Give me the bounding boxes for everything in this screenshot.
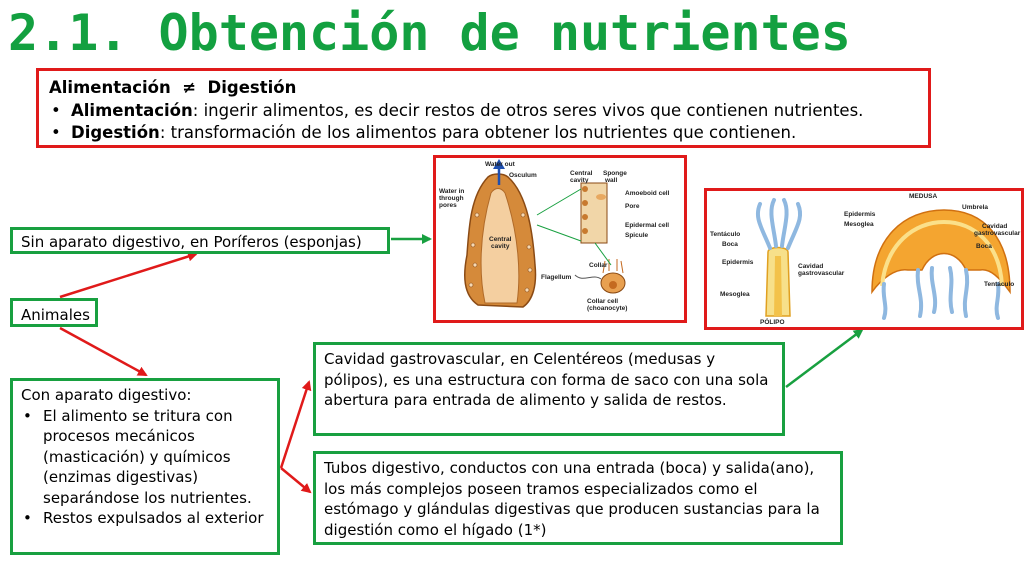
label-pores: pores bbox=[439, 202, 457, 209]
label-central-cavity-top-2: cavity bbox=[570, 177, 589, 184]
label-boca-polyp: Boca bbox=[722, 241, 738, 248]
arrow-con-to-cavidad bbox=[281, 382, 309, 468]
label-cavidad-polyp-2: gastrovascular bbox=[798, 270, 845, 277]
definitions-box bbox=[36, 68, 931, 148]
label-cavidad-polyp-1: Cavidad bbox=[798, 263, 824, 270]
label-osculum: Osculum bbox=[509, 172, 537, 179]
cnidarian-illustration bbox=[704, 188, 1024, 330]
label-water-out: Water out bbox=[485, 161, 515, 168]
con-aparato-heading: Con aparato digestivo: bbox=[21, 386, 192, 404]
label-sponge-wall-1: Sponge bbox=[603, 170, 627, 177]
label-cavidad-medusa-2: gastrovascular bbox=[974, 230, 1021, 237]
sponge-svg bbox=[433, 155, 687, 323]
label-central-cavity-1: Central bbox=[489, 236, 512, 243]
label-flagellum: Flagellum bbox=[541, 274, 572, 281]
label-tentaculo-polyp: Tentáculo bbox=[710, 231, 741, 238]
label-collar-cell: Collar cell bbox=[587, 298, 619, 305]
label-epidermis-polyp: Epidermis bbox=[722, 259, 754, 266]
label-central-cavity-2: cavity bbox=[491, 243, 510, 250]
definition-text: : transformación de los alimentos para obtener los nutrientes que contienen. bbox=[159, 123, 797, 142]
label-pore: Pore bbox=[625, 203, 640, 210]
con-aparato-box bbox=[10, 378, 280, 555]
label-tentaculo-medusa: Tentáculo bbox=[984, 281, 1015, 288]
list-item: • Restos expulsados al exterior bbox=[21, 508, 269, 529]
definition-item bbox=[49, 122, 918, 145]
definition-item bbox=[49, 100, 918, 123]
label-water-in: Water in bbox=[439, 188, 465, 195]
animales-box: Animales bbox=[10, 298, 98, 327]
definitions-heading: Alimentación ≠ Digestión bbox=[49, 78, 297, 97]
definition-term: Alimentación bbox=[71, 100, 193, 120]
arrow-cavidad-to-medusa bbox=[786, 330, 862, 387]
label-through: through bbox=[439, 195, 464, 202]
tubo-digestivo-box: Tubos digestivo, conductos con una entrada (boca) y salida(ano), los más complejos poseen tramos especializados como el estómago y glándulas digestivas que producen sustancias para la digestión como el hígado (1*) bbox=[313, 451, 843, 545]
label-sponge-wall-2: wall bbox=[605, 177, 618, 184]
label-polipo: PÓLIPO bbox=[760, 319, 785, 326]
label-amoeboid-cell: Amoeboid cell bbox=[625, 190, 670, 197]
label-boca-medusa: Boca bbox=[976, 243, 992, 250]
sin-aparato-box: Sin aparato digestivo, en Poríferos (esponjas) bbox=[10, 227, 390, 254]
label-choanocyte: (choanocyte) bbox=[587, 305, 628, 312]
arrow-animales-to-con bbox=[60, 328, 146, 375]
label-mesoglea-medusa: Mesoglea bbox=[844, 221, 874, 228]
list-item: • El alimento se tritura con procesos mecánicos (masticación) y químicos (enzimas digestivas) separándose los nutrientes. bbox=[21, 406, 269, 509]
definitions-list bbox=[49, 100, 918, 145]
sponge-illustration bbox=[433, 155, 687, 323]
label-umbrela: Umbrela bbox=[962, 204, 989, 211]
label-medusa: MEDUSA bbox=[909, 193, 938, 200]
label-spicule: Spicule bbox=[625, 232, 649, 239]
arrow-con-to-tubos bbox=[281, 468, 310, 492]
label-epidermis-medusa: Epidermis bbox=[844, 211, 876, 218]
cavidad-gastrovascular-box: Cavidad gastrovascular, en Celentéreos (medusas y pólipos), es una estructura con forma de saco con una sola abertura para entrada de alimento y salida de restos. bbox=[313, 342, 785, 436]
definition-text: : ingerir alimentos, es decir restos de otros seres vivos que contienen nutrientes. bbox=[192, 100, 864, 120]
sponge-wall-section bbox=[581, 183, 607, 243]
arrow-animales-to-sin bbox=[60, 254, 196, 297]
label-epidermal-cell: Epidermal cell bbox=[625, 222, 670, 229]
page-title: 2.1. Obtención de nutrientes bbox=[8, 4, 851, 62]
definition-term: Digestión bbox=[71, 123, 160, 142]
label-cavidad-medusa-1: Cavidad bbox=[982, 223, 1008, 230]
label-central-cavity-top-1: Central bbox=[570, 170, 593, 177]
label-mesoglea-polyp: Mesoglea bbox=[720, 291, 750, 298]
con-aparato-list bbox=[21, 406, 269, 529]
cnidarian-svg bbox=[704, 188, 1024, 330]
label-collar: Collar bbox=[589, 262, 608, 269]
